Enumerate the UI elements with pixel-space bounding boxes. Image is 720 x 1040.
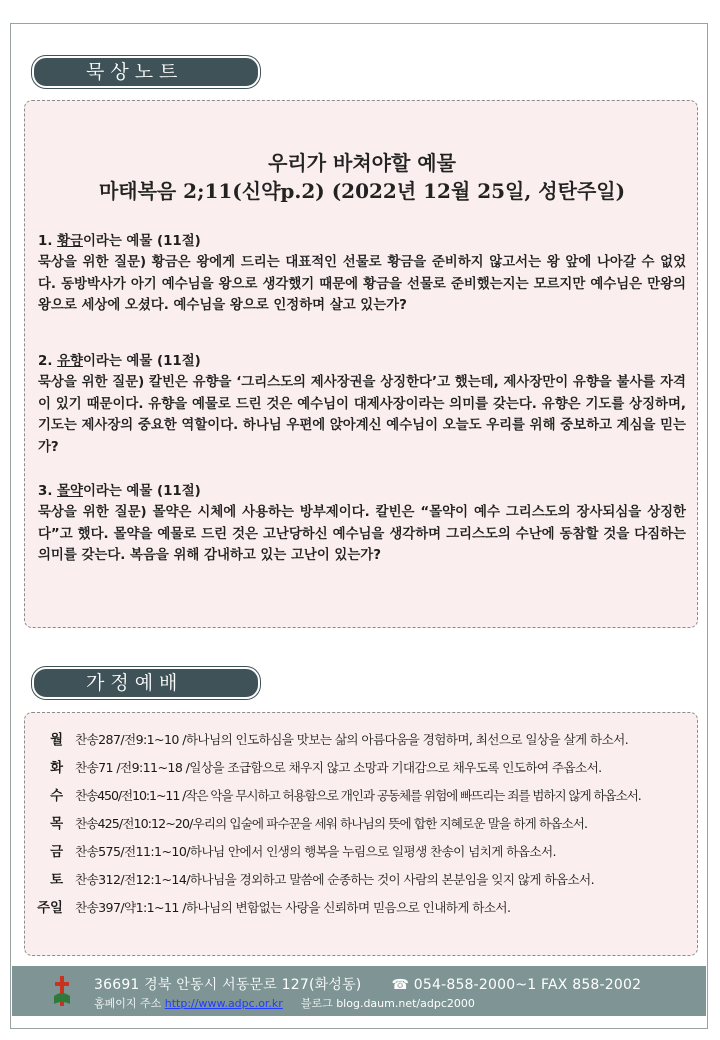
item-body: 묵상을 위한 질문) 칼빈은 유향을 ‘그리스도의 제사장권을 상징한다’고 했는데, 제사장만이 유향을 불사를 자격이 있기 때문이다. 유향을 예물로 드린 것은 예수님이 대제사장이라는 의미를 갖는다. 유향은 기도를 상징하며, 기도는 제사장의 중요한 역할이다. 하나님 우편에 앉아계신 예수님이 오늘도 우리를 위해 중보하고 계심을 믿는가? bbox=[38, 375, 686, 455]
item-heading bbox=[38, 231, 686, 252]
homepage-link[interactable]: http://www.adpc.or.kr bbox=[164, 997, 283, 1010]
item-number: 1. bbox=[38, 234, 58, 249]
worship-row-sun bbox=[25, 897, 699, 921]
item-heading-rest: 이라는 예물 (11절) bbox=[82, 354, 201, 369]
item-number: 2. bbox=[38, 354, 58, 369]
meditation-item-myrrh bbox=[38, 481, 686, 567]
worship-row-mon bbox=[25, 729, 699, 753]
worship-text: 찬송425/전10:12~20/우리의 입술에 파수꾼을 세워 하나님의 뜻에 합한 지혜로운 말을 하게 하옵소서. bbox=[75, 816, 588, 831]
item-heading-rest: 이라는 예물 (11절) bbox=[82, 234, 201, 249]
worship-row-thu bbox=[25, 813, 699, 837]
web-line bbox=[94, 995, 475, 1011]
item-heading bbox=[38, 351, 686, 372]
day-label: 월 bbox=[50, 733, 63, 748]
day-label: 목 bbox=[50, 817, 63, 832]
day-label: 금 bbox=[50, 845, 63, 860]
worship-text: 찬송575/전11:1~10/하나님 안에서 인생의 행복을 누림으로 일평생 찬송이 넘치게 하옵소서. bbox=[75, 844, 556, 859]
worship-row-fri bbox=[25, 841, 699, 865]
blog-address: 블로그 blog.daum.net/adpc2000 bbox=[300, 997, 475, 1010]
item-body: 묵상을 위한 질문) 몰약은 시체에 사용하는 방부제이다. 칼빈은 “몰약이 예수 그리스도의 장사되심을 상징한다”고 했다. 몰약을 예물로 드린 것은 고난당하신 예수님을 생각하며 그리스도의 수난에 동참할 것을 다짐하는 의미를 갖는다. 복음을 위해 감내하고 있는 고난이 있는가? bbox=[38, 505, 686, 564]
meditation-section-label: 묵상노트 bbox=[32, 56, 260, 88]
worship-text: 찬송287/전9:1~10 /하나님의 인도하심을 맛보는 삶의 아름다움을 경험하며, 최선으로 일상을 살게 하소서. bbox=[75, 732, 629, 747]
item-number: 3. bbox=[38, 484, 58, 499]
address: 36691 경북 안동시 서동문로 127(화성동) bbox=[94, 977, 362, 993]
meditation-item-frankincense bbox=[38, 351, 686, 458]
day-label: 화 bbox=[50, 761, 63, 776]
day-label: 토 bbox=[50, 873, 63, 888]
worship-text: 찬송450/전10:1~11 /작은 악을 무시하고 허용함으로 개인과 공동체를 위험에 빠뜨리는 죄를 범하지 않게 하옵소서. bbox=[75, 788, 641, 803]
sermon-reference: 마태복음 2;11(신약p.2) (2022년 12월 25일, 성탄주일) bbox=[98, 179, 626, 203]
meditation-note-box bbox=[24, 100, 698, 628]
day-label: 주일 bbox=[37, 901, 63, 916]
family-worship-box bbox=[24, 712, 698, 956]
sermon-title: 우리가 바쳐야할 예물 bbox=[268, 151, 456, 175]
meditation-item-gold bbox=[38, 231, 686, 317]
worship-row-sat bbox=[25, 869, 699, 893]
item-heading-rest: 이라는 예물 (11절) bbox=[82, 484, 201, 499]
item-keyword: 몰약 bbox=[57, 484, 83, 499]
worship-section-label: 가정예배 bbox=[32, 667, 260, 699]
phone-fax: ☎ 054-858-2000~1 FAX 858-2002 bbox=[391, 977, 642, 993]
worship-row-tue bbox=[25, 757, 699, 781]
worship-text: 찬송312/전12:1~14/하나님을 경외하고 말씀에 순종하는 것이 사람의 본분임을 잊지 않게 하옵소서. bbox=[75, 872, 595, 887]
item-body: 묵상을 위한 질문) 황금은 왕에게 드리는 대표적인 선물로 황금을 준비하지 않고서는 왕 앞에 나아갈 수 없었다. 동방박사가 아기 예수님을 왕으로 생각했기 때문에 황금을 선물로 준비했는지는 모르지만 예수님은 만왕의 왕으로 세상에 오셨다. 예수님을 왕으로 인정하며 살고 있는가? bbox=[38, 255, 686, 314]
church-cross-icon bbox=[52, 974, 72, 1008]
item-keyword: 황금 bbox=[57, 234, 83, 249]
item-keyword: 유향 bbox=[57, 354, 83, 369]
day-label: 수 bbox=[50, 789, 63, 804]
worship-row-wed bbox=[25, 785, 699, 809]
worship-text: 찬송397/약1:1~11 /하나님의 변함없는 사랑을 신뢰하며 믿음으로 인내하게 하소서. bbox=[75, 900, 511, 915]
worship-text: 찬송71 /전9:11~18 /일상을 조급함으로 채우지 않고 소망과 기대감으로 채우도록 인도하여 주옵소서. bbox=[75, 760, 602, 775]
item-heading bbox=[38, 481, 686, 502]
church-footer bbox=[12, 966, 706, 1016]
homepage-label: 홈페이지 주소 bbox=[94, 997, 162, 1010]
address-line bbox=[94, 974, 641, 994]
